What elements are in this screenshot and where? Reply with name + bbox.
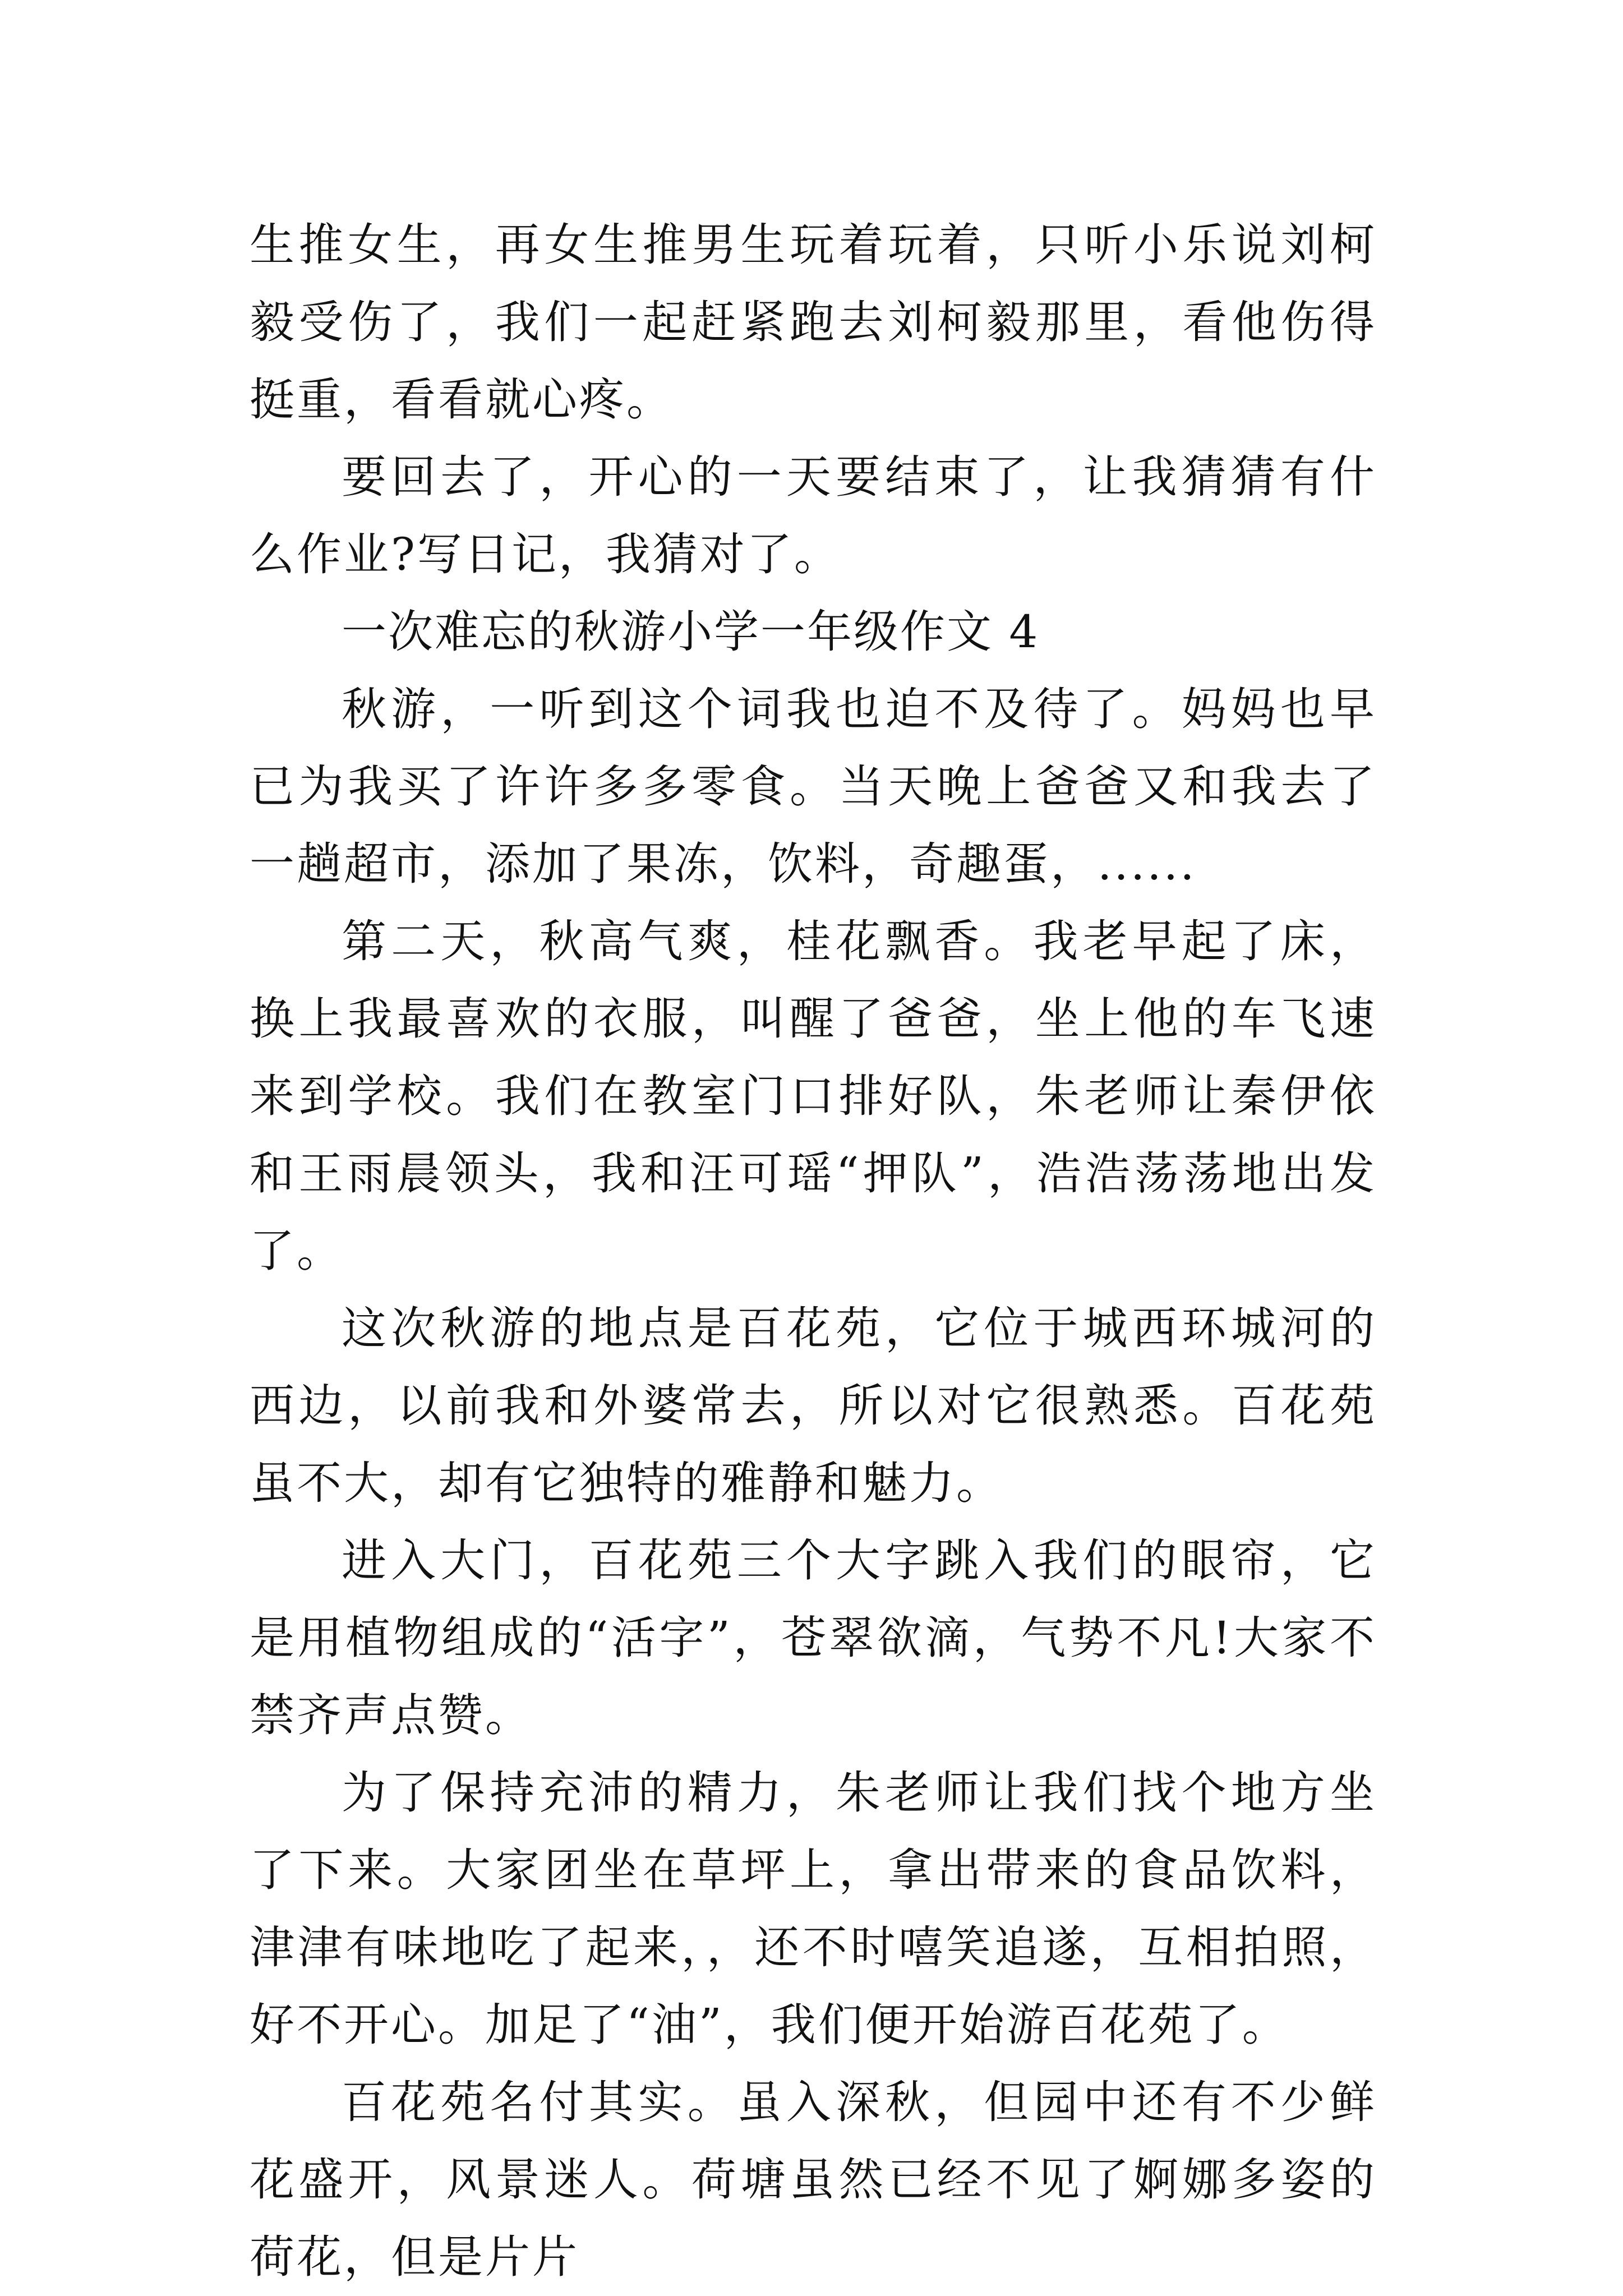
paragraph-entrance: 进入大门，百花苑三个大字跳入我们的眼帘，它是用植物组成的“活字”，苍翠欲滴，气势不凡!大家不禁齐声点赞。 [250,1534,1377,1741]
paragraph-garden: 百花苑名付其实。虽入深秋，但园中还有不少鲜花盛开，风景迷人。荷塘虽然已经不见了婀娜多姿的荷花，但是片片 [250,2076,1377,2283]
paragraph-location: 这次秋游的地点是百花苑，它位于城西环城河的西边，以前我和外婆常去，所以对它很熟悉。百花苑虽不大，却有它独特的雅静和魅力。 [250,1302,1377,1509]
document-body [250,206,1377,2296]
paragraph-continuation: 生推女生，再女生推男生玩着玩着，只听小乐说刘柯毅受伤了，我们一起赶紧跑去刘柯毅那里，看他伤得挺重，看看就心疼。 [250,219,1377,426]
paragraph-anticipation: 秋游，一听到这个词我也迫不及待了。妈妈也早已为我买了许许多多零食。当天晚上爸爸又和我去了一趟超市，添加了果冻，饮料，奇趣蛋，...... [250,683,1377,890]
essay-title: 一次难忘的秋游小学一年级作文 4 [342,606,1040,658]
paragraph-picnic: 为了保持充沛的精力，朱老师让我们找个地方坐了下来。大家团坐在草坪上，拿出带来的食品饮料，津津有味地吃了起来，，还不时嘻笑追遂，互相拍照，好不开心。加足了“油”，我们便开始游百花苑了。 [250,1767,1377,2051]
paragraph-departure: 第二天，秋高气爽，桂花飘香。我老早起了床，换上我最喜欢的衣服，叫醒了爸爸，坐上他的车飞速来到学校。我们在教室门口排好队，朱老师让秦伊依和王雨晨领头，我和汪可瑶“押队”，浩浩荡荡地出发了。 [250,915,1377,1277]
paragraph-homework: 要回去了，开心的一天要结束了，让我猜猜有什么作业?写日记，我猜对了。 [250,451,1377,580]
